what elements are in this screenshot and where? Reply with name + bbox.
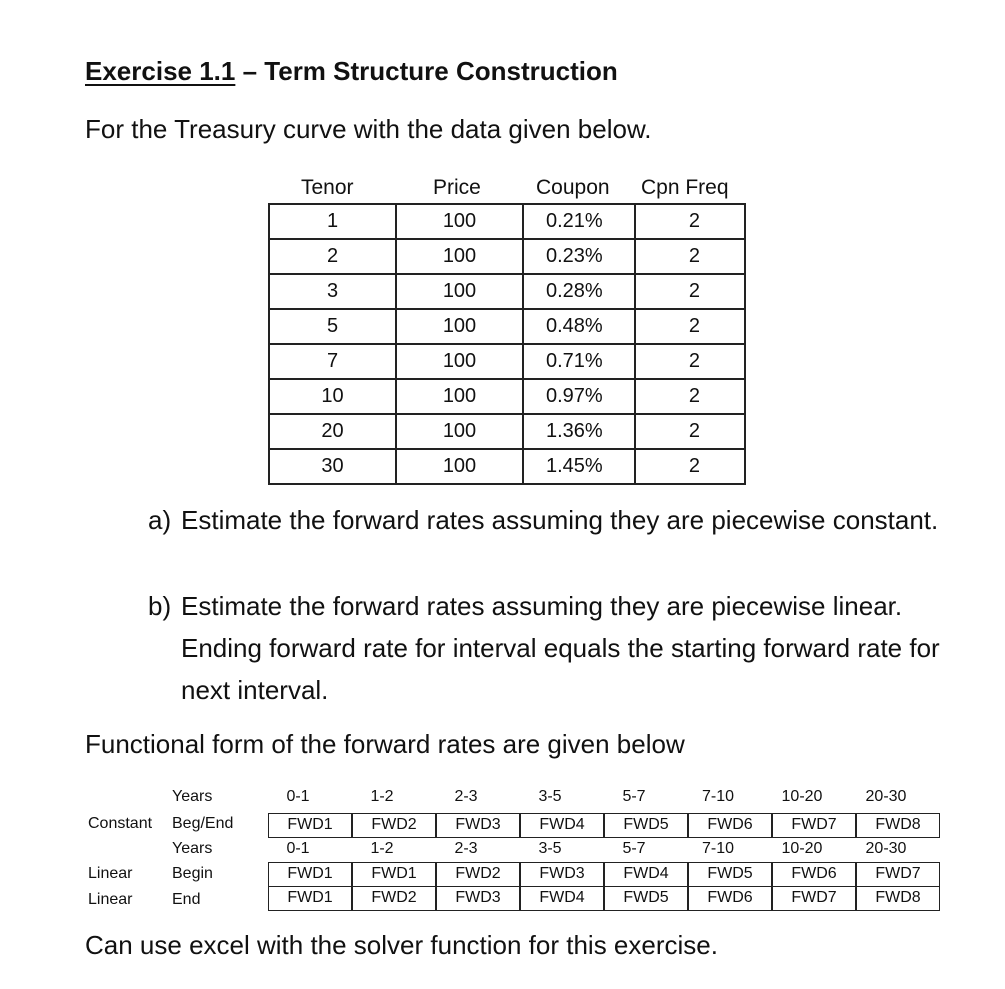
- price-cell: 100: [396, 239, 523, 274]
- end-label: End: [172, 891, 201, 908]
- cpn-freq-cell: 2: [635, 309, 745, 344]
- fwd-cell-linear-end: FWD8: [856, 886, 940, 911]
- fwd-cell-constant: FWD7: [772, 813, 856, 838]
- interval-label: 7-10: [701, 788, 735, 805]
- fwd-cell-constant: FWD3: [436, 813, 520, 838]
- interval-label: 7-10: [701, 840, 735, 857]
- question-a-text: Estimate the forward rates assuming they are piecewise constant.: [181, 505, 939, 535]
- price-cell: 100: [396, 204, 523, 239]
- constant-label: Constant: [88, 815, 153, 832]
- coupon-cell: 0.28%: [523, 274, 635, 309]
- header-coupon: Coupon: [536, 176, 610, 199]
- functional-form-text: Functional form of the forward rates are given below: [85, 729, 685, 759]
- interval-label: 2-3: [454, 788, 478, 805]
- tenor-cell: 5: [269, 309, 396, 344]
- price-cell: 100: [396, 414, 523, 449]
- cpn-freq-cell: 2: [635, 344, 745, 379]
- coupon-cell: 0.97%: [523, 379, 635, 414]
- tenor-cell: 7: [269, 344, 396, 379]
- interval-label: 10-20: [781, 788, 823, 805]
- fwd-cell-linear-begin: FWD4: [604, 862, 688, 887]
- price-cell: 100: [396, 274, 523, 309]
- interval-label: 1-2: [370, 840, 394, 857]
- treasury-row: [269, 344, 745, 379]
- price-cell: 100: [396, 344, 523, 379]
- fwd-cell-linear-begin: FWD7: [856, 862, 940, 887]
- fwd-cell-constant: FWD5: [604, 813, 688, 838]
- question-a: [148, 499, 948, 589]
- treasury-row: [269, 449, 745, 484]
- interval-label: 10-20: [781, 840, 823, 857]
- fwd-cell-linear-begin: FWD2: [436, 862, 520, 887]
- years-label: Years: [172, 788, 213, 805]
- tenor-cell: 20: [269, 414, 396, 449]
- price-cell: 100: [396, 309, 523, 344]
- fwd-cell-linear-end: FWD3: [436, 886, 520, 911]
- fwd-cell-linear-begin: FWD1: [268, 862, 352, 887]
- fwd-cell-linear-end: FWD2: [352, 886, 436, 911]
- coupon-cell: 1.36%: [523, 414, 635, 449]
- fwd-cell-linear-end: FWD5: [604, 886, 688, 911]
- fwd-cell-linear-end: FWD1: [268, 886, 352, 911]
- header-price: Price: [433, 176, 481, 199]
- coupon-cell: 0.48%: [523, 309, 635, 344]
- treasury-row: [269, 274, 745, 309]
- fwd-cell-linear-begin: FWD6: [772, 862, 856, 887]
- fwd-cell-linear-end: FWD4: [520, 886, 604, 911]
- interval-label: 0-1: [286, 788, 310, 805]
- heading-dash: –: [235, 56, 265, 86]
- fwd-cell-linear-end: FWD6: [688, 886, 772, 911]
- treasury-row: [269, 239, 745, 274]
- question-a-label: a): [148, 505, 172, 535]
- tenor-cell: 3: [269, 274, 396, 309]
- treasury-row: [269, 414, 745, 449]
- coupon-cell: 0.23%: [523, 239, 635, 274]
- linear-label: Linear: [88, 891, 133, 908]
- treasury-row: [269, 309, 745, 344]
- fwd-cell-constant: FWD2: [352, 813, 436, 838]
- question-b-label: b): [148, 591, 172, 621]
- header-tenor: Tenor: [301, 176, 354, 199]
- cpn-freq-cell: 2: [635, 449, 745, 484]
- exercise-number: Exercise 1.1: [85, 56, 236, 86]
- interval-label: 20-30: [865, 840, 907, 857]
- fwd-cell-constant: FWD8: [856, 813, 940, 838]
- treasury-row: [269, 204, 745, 239]
- fwd-cell-linear-end: FWD7: [772, 886, 856, 911]
- beg-end-label: Beg/End: [172, 815, 234, 832]
- coupon-cell: 0.71%: [523, 344, 635, 379]
- cpn-freq-cell: 2: [635, 414, 745, 449]
- footer-note: Can use excel with the solver function for this exercise.: [85, 930, 718, 960]
- intro-text: For the Treasury curve with the data given below.: [85, 114, 652, 144]
- coupon-cell: 0.21%: [523, 204, 635, 239]
- interval-label: 3-5: [538, 788, 562, 805]
- interval-label: 5-7: [622, 788, 646, 805]
- interval-label: 1-2: [370, 788, 394, 805]
- fwd-cell-constant: FWD4: [520, 813, 604, 838]
- interval-label: 20-30: [865, 788, 907, 805]
- header-cpn-freq: Cpn Freq: [641, 176, 729, 199]
- question-b-text: Estimate the forward rates assuming they are piecewise linear. Ending forward rate for interval equals the starting forward rate for next interval.: [181, 591, 940, 705]
- fwd-cell-linear-begin: FWD3: [520, 862, 604, 887]
- interval-label: 3-5: [538, 840, 562, 857]
- tenor-cell: 1: [269, 204, 396, 239]
- treasury-table: [268, 203, 746, 485]
- treasury-row: [269, 379, 745, 414]
- exercise-title: Term Structure Construction: [264, 56, 618, 86]
- tenor-cell: 10: [269, 379, 396, 414]
- exercise-heading: [85, 56, 618, 87]
- cpn-freq-cell: 2: [635, 204, 745, 239]
- interval-label: 5-7: [622, 840, 646, 857]
- fwd-cell-linear-begin: FWD1: [352, 862, 436, 887]
- tenor-cell: 30: [269, 449, 396, 484]
- tenor-cell: 2: [269, 239, 396, 274]
- price-cell: 100: [396, 449, 523, 484]
- years-label: Years: [172, 840, 213, 857]
- cpn-freq-cell: 2: [635, 274, 745, 309]
- question-b: [148, 585, 948, 715]
- interval-label: 0-1: [286, 840, 310, 857]
- cpn-freq-cell: 2: [635, 239, 745, 274]
- cpn-freq-cell: 2: [635, 379, 745, 414]
- price-cell: 100: [396, 379, 523, 414]
- fwd-cell-constant: FWD1: [268, 813, 352, 838]
- coupon-cell: 1.45%: [523, 449, 635, 484]
- linear-label: Linear: [88, 865, 133, 882]
- begin-label: Begin: [172, 865, 213, 882]
- fwd-cell-constant: FWD6: [688, 813, 772, 838]
- fwd-cell-linear-begin: FWD5: [688, 862, 772, 887]
- interval-label: 2-3: [454, 840, 478, 857]
